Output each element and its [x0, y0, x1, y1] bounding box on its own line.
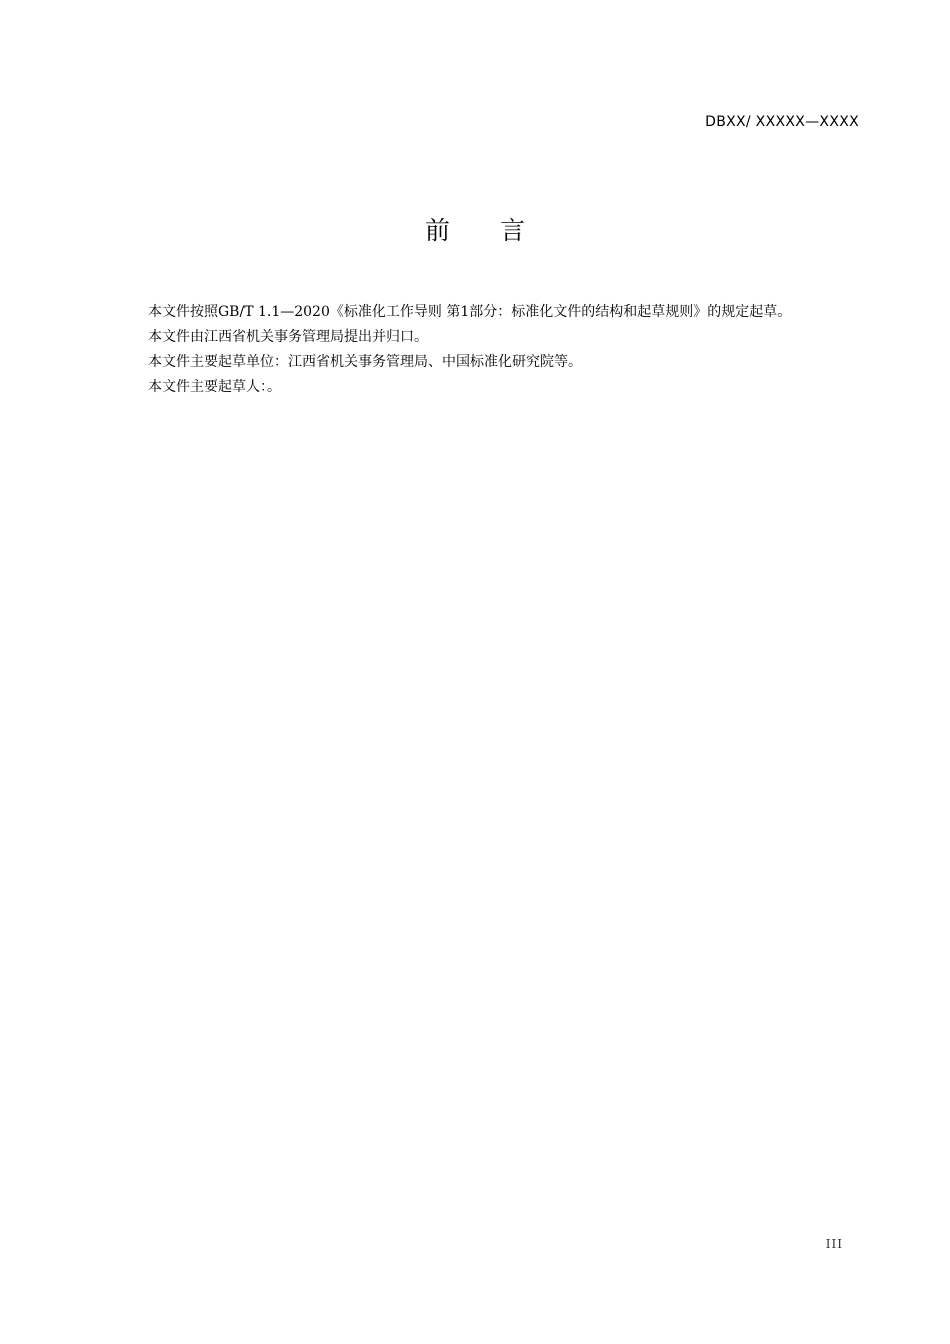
- paragraph-drafting-units: 本文件主要起草单位：江西省机关事务管理局、中国标准化研究院等。: [148, 354, 582, 370]
- paragraph-drafters: 本文件主要起草人：。: [148, 379, 281, 395]
- paragraph-proposer: 本文件由江西省机关事务管理局提出并归口。: [148, 329, 428, 345]
- title-char-1: 前: [424, 216, 450, 245]
- page-number: III: [825, 1237, 843, 1251]
- foreword-body: [114, 300, 860, 400]
- title-char-2: 言: [500, 216, 526, 245]
- standard-code: DBXX/ XXXXX—XXXX: [705, 114, 859, 130]
- page-title: [0, 214, 950, 248]
- paragraph-drafting-rules: 本文件按照GB/T 1.1—2020《标准化工作导则 第1部分：标准化文件的结构和起草规则》的规定起草。: [148, 304, 792, 320]
